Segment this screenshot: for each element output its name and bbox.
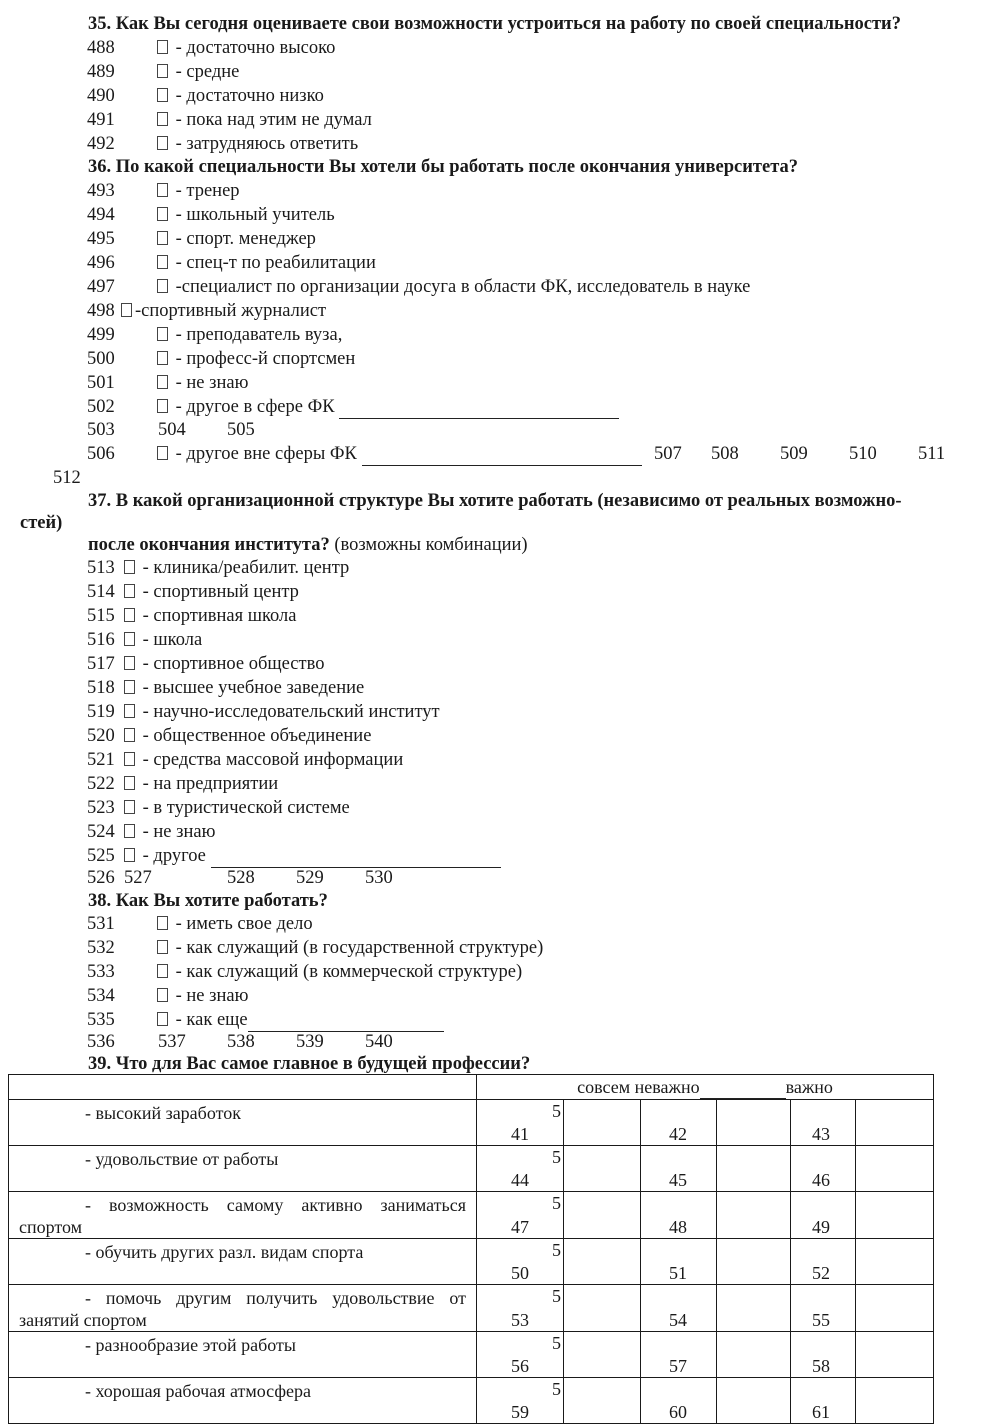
option-label: - затрудняюсь ответить: [171, 134, 359, 154]
checkbox[interactable]: [124, 776, 135, 790]
option-code: 523: [87, 798, 115, 818]
option-label: - школа: [138, 630, 203, 650]
question-37-subtitle: [88, 533, 528, 557]
rating-cell[interactable]: [641, 1332, 717, 1378]
checkbox[interactable]: [124, 800, 135, 814]
code-number: 537: [158, 1032, 186, 1052]
rating-cell[interactable]: [791, 1285, 856, 1332]
scale-header: [477, 1075, 934, 1100]
scale-value: 5: [552, 1379, 561, 1399]
criterion-label: - обучить других разл. видам спорта: [85, 1242, 364, 1262]
rating-cell[interactable]: [791, 1332, 856, 1378]
criterion-cell: [9, 1146, 477, 1192]
option-label: - спец-т по реабилитации: [171, 253, 376, 273]
write-in-line[interactable]: [339, 400, 619, 419]
table-row: [9, 1332, 934, 1378]
checkbox[interactable]: [157, 40, 168, 54]
code-number: 511: [918, 444, 946, 464]
checkbox[interactable]: [124, 680, 135, 694]
code-number: 507: [654, 444, 682, 464]
option-code: 520: [87, 726, 115, 746]
checkbox[interactable]: [124, 704, 135, 718]
option-label: - клиника/реабилит. центр: [138, 558, 350, 578]
rating-cell[interactable]: [856, 1239, 934, 1285]
code-number: 503: [87, 420, 115, 440]
option-label: - спортивная школа: [138, 606, 297, 626]
scale-value: 5: [552, 1286, 561, 1306]
option-label: - не знаю: [171, 986, 249, 1006]
rating-cell[interactable]: [717, 1192, 791, 1239]
criterion-label: - хорошая рабочая атмосфера: [85, 1381, 312, 1401]
option-label: - преподаватель вуза,: [171, 325, 343, 345]
rating-cell[interactable]: [791, 1100, 856, 1146]
cell-code: 44: [511, 1170, 529, 1190]
question-39-title: 39. Что для Вас самое главное в будущей профессии?: [88, 1054, 531, 1074]
scale-right-label: важно: [785, 1077, 833, 1097]
option-code: 501: [87, 373, 115, 393]
question-36-title: 36. По какой специальности Вы хотели бы работать после окончания университета?: [88, 157, 799, 177]
scale-value: 5: [552, 1193, 561, 1213]
criterion-label: - возможность самому активно заниматься спортом: [19, 1195, 466, 1237]
option-code: 535: [87, 1010, 115, 1030]
option-label: - спортивный центр: [138, 582, 299, 602]
table-row: [9, 1378, 934, 1424]
rating-cell[interactable]: [717, 1378, 791, 1424]
rating-cell[interactable]: [564, 1146, 641, 1192]
rating-cell[interactable]: [717, 1285, 791, 1332]
rating-cell[interactable]: [564, 1192, 641, 1239]
option-code: 496: [87, 253, 115, 273]
rating-cell[interactable]: [856, 1285, 934, 1332]
code-number: 538: [227, 1032, 255, 1052]
option-code: 497: [87, 277, 115, 297]
code-number: 539: [296, 1032, 324, 1052]
checkbox[interactable]: [124, 608, 135, 622]
cell-code: 50: [511, 1263, 529, 1283]
option-code: 531: [87, 914, 115, 934]
criterion-label: - удовольствие от работы: [85, 1149, 279, 1169]
checkbox[interactable]: [124, 824, 135, 838]
option-label: - на предприятии: [138, 774, 279, 794]
table-row: [9, 1100, 934, 1146]
criterion-label: - разнообразие этой работы: [85, 1335, 296, 1355]
scale-line: [700, 1082, 786, 1099]
criterion-cell: [9, 1378, 477, 1424]
criterion-cell: [9, 1332, 477, 1378]
checkbox[interactable]: [124, 752, 135, 766]
cell-code: 47: [511, 1217, 529, 1237]
option-label: - другое: [138, 846, 206, 866]
table-row: [9, 1239, 934, 1285]
code-number: 512: [53, 468, 81, 488]
code-number: 526: [87, 868, 115, 888]
option-label: - средне: [171, 62, 240, 82]
checkbox[interactable]: [157, 940, 168, 954]
checkbox[interactable]: [124, 584, 135, 598]
option-code: 494: [87, 205, 115, 225]
cell-code: 61: [812, 1402, 830, 1422]
option-label: - как еще: [171, 1010, 248, 1030]
cell-code: 53: [511, 1310, 529, 1330]
option-label: - в туристической системе: [138, 798, 350, 818]
rating-cell[interactable]: [856, 1192, 934, 1239]
option-label: - спорт. менеджер: [171, 229, 316, 249]
option-label: - пока над этим не думал: [171, 110, 372, 130]
rating-cell[interactable]: [641, 1285, 717, 1332]
option-code: 516: [87, 630, 115, 650]
cell-code: 42: [669, 1124, 687, 1144]
option-label: - высшее учебное заведение: [138, 678, 365, 698]
cell-code: 54: [669, 1310, 687, 1330]
scale-value: 5: [552, 1147, 561, 1167]
checkbox[interactable]: [157, 231, 168, 245]
option-code: 489: [87, 62, 115, 82]
option-code: 518: [87, 678, 115, 698]
table-row: [9, 1146, 934, 1192]
table-row: [9, 1285, 934, 1332]
checkbox[interactable]: [121, 303, 132, 317]
option-code: 513: [87, 558, 115, 578]
rating-cell[interactable]: [856, 1332, 934, 1378]
rating-cell[interactable]: [564, 1285, 641, 1332]
option-code: 533: [87, 962, 115, 982]
code-number: 536: [87, 1032, 115, 1052]
option-label: - другое в сфере ФК: [171, 397, 335, 417]
option-code: 490: [87, 86, 115, 106]
option-label: - спортивное общество: [138, 654, 325, 674]
importance-table: [8, 1074, 934, 1424]
cell-code: 57: [669, 1356, 687, 1376]
rating-cell[interactable]: [791, 1378, 856, 1424]
checkbox[interactable]: [157, 207, 168, 221]
option-code: 521: [87, 750, 115, 770]
option-label: - общественное объединение: [138, 726, 372, 746]
option-code: 514: [87, 582, 115, 602]
rating-cell[interactable]: [564, 1239, 641, 1285]
table-header-row: [9, 1075, 934, 1100]
cell-code: 52: [812, 1263, 830, 1283]
cell-code: 48: [669, 1217, 687, 1237]
code-number: 529: [296, 868, 324, 888]
rating-cell[interactable]: [477, 1332, 564, 1378]
option-label: - достаточно низко: [171, 86, 324, 106]
code-number: 508: [711, 444, 739, 464]
rating-cell[interactable]: [641, 1378, 717, 1424]
question-37-title-wrap: стей): [20, 513, 63, 533]
checkbox[interactable]: [124, 728, 135, 742]
option-code: 517: [87, 654, 115, 674]
checkbox[interactable]: [124, 632, 135, 646]
checkbox[interactable]: [157, 964, 168, 978]
rating-cell[interactable]: [856, 1100, 934, 1146]
option-code: 495: [87, 229, 115, 249]
rating-cell[interactable]: [477, 1378, 564, 1424]
option-label: - научно-исследовательский институт: [138, 702, 440, 722]
option-label: - професс-й спортсмен: [171, 349, 356, 369]
criterion-cell: [9, 1285, 477, 1332]
scale-value: 5: [552, 1333, 561, 1353]
rating-cell[interactable]: [564, 1100, 641, 1146]
option-label: - не знаю: [171, 373, 249, 393]
rating-cell[interactable]: [856, 1146, 934, 1192]
cell-code: 46: [812, 1170, 830, 1190]
option-label: - достаточно высоко: [171, 38, 336, 58]
option-label: - школьный учитель: [171, 205, 335, 225]
scale-left-label: совсем неважно: [577, 1077, 700, 1097]
option-code: 491: [87, 110, 115, 130]
option-code: 506: [87, 444, 115, 464]
rating-cell[interactable]: [641, 1192, 717, 1239]
rating-cell[interactable]: [641, 1239, 717, 1285]
rating-cell[interactable]: [856, 1378, 934, 1424]
option-label: - средства массовой информации: [138, 750, 404, 770]
criterion-cell: [9, 1239, 477, 1285]
cell-code: 51: [669, 1263, 687, 1283]
checkbox[interactable]: [124, 560, 135, 574]
rating-cell[interactable]: [717, 1100, 791, 1146]
option-label: - иметь свое дело: [171, 914, 313, 934]
rating-cell[interactable]: [564, 1378, 641, 1424]
rating-cell[interactable]: [717, 1239, 791, 1285]
cell-code: 43: [812, 1124, 830, 1144]
checkbox[interactable]: [157, 916, 168, 930]
criterion-cell: [9, 1100, 477, 1146]
checkbox[interactable]: [157, 351, 168, 365]
checkbox[interactable]: [157, 375, 168, 389]
question-37-note: (возможны комбинации): [329, 535, 528, 555]
checkbox[interactable]: [157, 279, 168, 293]
criterion-cell: [9, 1192, 477, 1239]
option-label: -спортивный журналист: [135, 301, 327, 321]
question-37-title-end: после окончания института?: [88, 535, 330, 555]
code-number: 504: [158, 420, 186, 440]
rating-cell[interactable]: [641, 1100, 717, 1146]
rating-cell[interactable]: [477, 1239, 564, 1285]
rating-cell[interactable]: [641, 1146, 717, 1192]
option-label: - как служащий (в коммерческой структуре): [171, 962, 523, 982]
checkbox[interactable]: [157, 88, 168, 102]
option-code: 502: [87, 397, 115, 417]
question-38-title: 38. Как Вы хотите работать?: [88, 891, 328, 911]
code-number: 528: [227, 868, 255, 888]
rating-cell[interactable]: [791, 1146, 856, 1192]
option-code: 498: [87, 301, 115, 321]
rating-cell[interactable]: [477, 1146, 564, 1192]
cell-code: 49: [812, 1217, 830, 1237]
code-number: 540: [365, 1032, 393, 1052]
code-number: 505: [227, 420, 255, 440]
checkbox[interactable]: [124, 848, 135, 862]
option-code: 532: [87, 938, 115, 958]
checkbox[interactable]: [157, 399, 168, 413]
cell-code: 55: [812, 1310, 830, 1330]
checkbox[interactable]: [157, 255, 168, 269]
header-empty-cell: [9, 1075, 477, 1100]
checkbox[interactable]: [124, 656, 135, 670]
option-label: - другое вне сферы ФК: [171, 444, 357, 464]
cell-code: 59: [511, 1402, 529, 1422]
option-code: 522: [87, 774, 115, 794]
code-number: 510: [849, 444, 877, 464]
rating-cell[interactable]: [477, 1192, 564, 1239]
checkbox[interactable]: [157, 112, 168, 126]
option-label: - тренер: [171, 181, 240, 201]
write-in-line[interactable]: [248, 1013, 444, 1032]
checkbox[interactable]: [157, 446, 168, 460]
scale-value: 5: [552, 1101, 561, 1121]
question-37-title: 37. В какой организационной структуре Вы хотите работать (независимо от реальных возможно-: [88, 491, 902, 511]
checkbox[interactable]: [157, 327, 168, 341]
criterion-label: - помочь другим получить удовольствие от занятий спортом: [19, 1288, 466, 1330]
option-code: 519: [87, 702, 115, 722]
code-number: 530: [365, 868, 393, 888]
rating-cell[interactable]: [717, 1146, 791, 1192]
cell-code: 41: [511, 1124, 529, 1144]
option-code: 500: [87, 349, 115, 369]
option-code: 525: [87, 846, 115, 866]
checkbox[interactable]: [157, 136, 168, 150]
rating-cell[interactable]: [477, 1100, 564, 1146]
checkbox[interactable]: [157, 1012, 168, 1026]
cell-code: 45: [669, 1170, 687, 1190]
rating-cell[interactable]: [564, 1332, 641, 1378]
checkbox[interactable]: [157, 183, 168, 197]
option-code: 524: [87, 822, 115, 842]
rating-cell[interactable]: [791, 1239, 856, 1285]
option-label: - не знаю: [138, 822, 216, 842]
option-code: 515: [87, 606, 115, 626]
write-in-line[interactable]: [362, 447, 642, 466]
cell-code: 58: [812, 1356, 830, 1376]
rating-cell[interactable]: [477, 1285, 564, 1332]
option-label: -специалист по организации досуга в области ФК, исследователь в науке: [171, 277, 751, 297]
table-row: [9, 1192, 934, 1239]
criterion-label: - высокий заработок: [85, 1103, 241, 1123]
rating-cell[interactable]: [791, 1192, 856, 1239]
option-code: 534: [87, 986, 115, 1006]
scale-value: 5: [552, 1240, 561, 1260]
question-35-title: 35. Как Вы сегодня оцениваете свои возможности устроиться на работу по своей специальности?: [88, 14, 901, 34]
code-number: 509: [780, 444, 808, 464]
rating-cell[interactable]: [717, 1332, 791, 1378]
option-code: 499: [87, 325, 115, 345]
option-code: 488: [87, 38, 115, 58]
code-number: 527: [124, 868, 152, 888]
cell-code: 60: [669, 1402, 687, 1422]
option-label: - как служащий (в государственной структуре): [171, 938, 544, 958]
cell-code: 56: [511, 1356, 529, 1376]
checkbox[interactable]: [157, 64, 168, 78]
checkbox[interactable]: [157, 988, 168, 1002]
option-code: 493: [87, 181, 115, 201]
option-code: 492: [87, 134, 115, 154]
